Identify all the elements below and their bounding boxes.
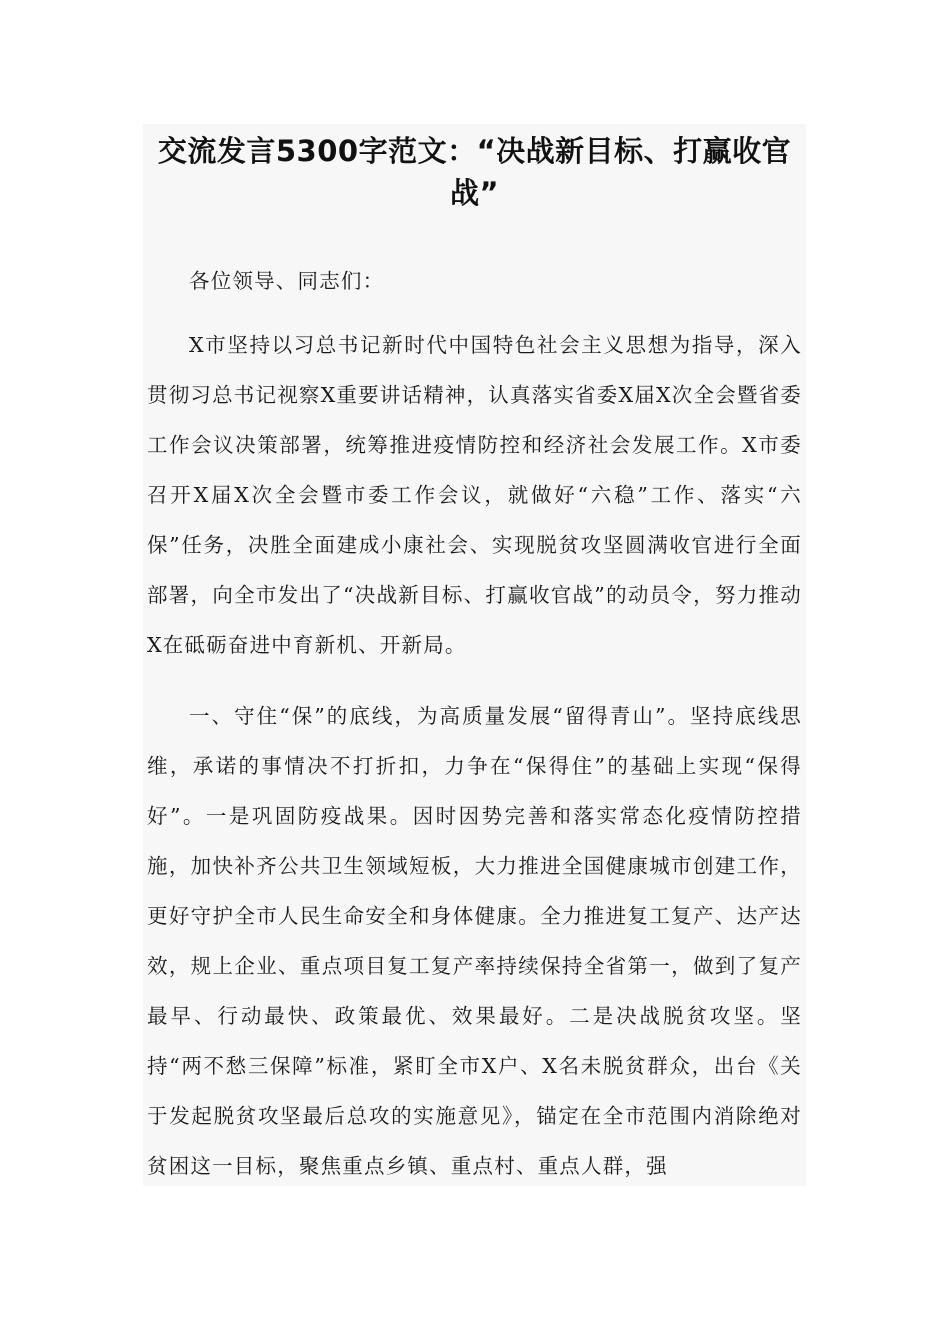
body-paragraph: X市坚持以习总书记新时代中国特色社会主义思想为指导，深入贯彻习总书记视察X重要讲话精神，认真落实省委X届X次全会暨省委工作会议决策部署，统筹推进疫情防控和经济社会发展工作。X市委召开X届X次全会暨市委工作会议，就做好“六稳”工作、落实“六保”任务，决胜全面建成小康社会、实现脱贫攻坚圆满收官进行全面部署，向全市发出了“决战新目标、打赢收官战”的动员令，努力推动X在砥砺奋进中育新机、开新局。 bbox=[147, 333, 802, 657]
document-page bbox=[143, 124, 806, 1186]
salutation: 各位领导、同志们： bbox=[189, 269, 385, 293]
document-title: 交流发言5300字范文：“决战新目标、打赢收官战” bbox=[157, 134, 792, 210]
body-paragraph: 一、守住“保”的底线，为高质量发展“留得青山”。坚持底线思维，承诺的事情决不打折扣，力争在“保得住”的基础上实现“保得好”。一是巩固防疫战果。因时因势完善和落实常态化疫情防控措施，加快补齐公共卫生领域短板，大力推进全国健康城市创建工作，更好守护全市人民生命安全和身体健康。全力推进复工复产、达产达效，规上企业、重点项目复工复产率持续保持全省第一，做到了复产最早、行动最快、政策最优、效果最好。二是决战脱贫攻坚。坚持“两不愁三保障”标准，紧盯全市X户、X名未脱贫群众，出台《关于发起脱贫攻坚最后总攻的实施意见》，锚定在全市范围内消除绝对贫困这一目标，聚焦重点乡镇、重点村、重点人群，强 bbox=[147, 704, 802, 1178]
